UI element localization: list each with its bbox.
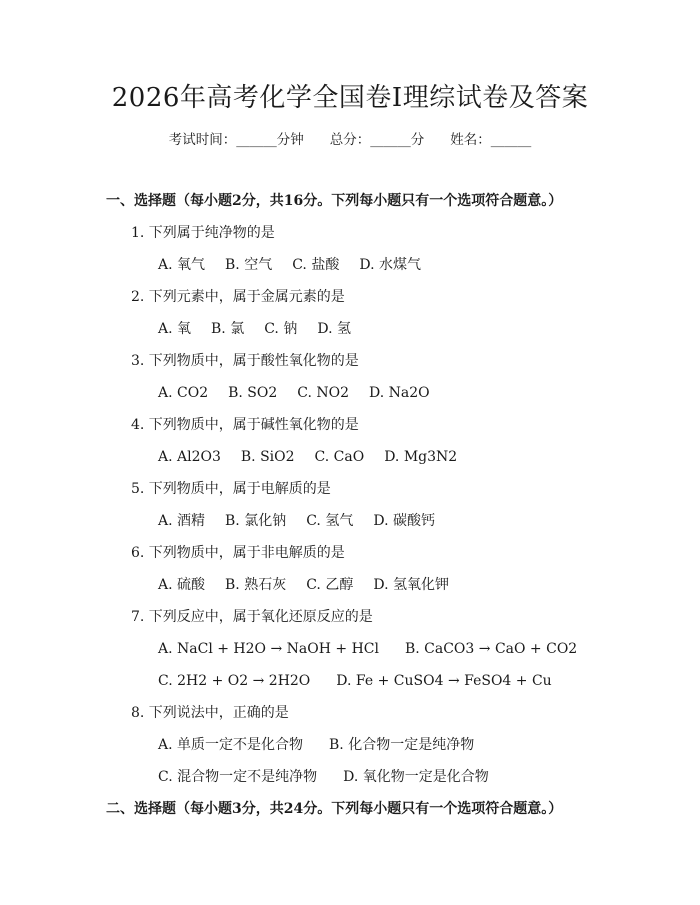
option-c: C. NO2 xyxy=(297,385,350,401)
option-c: C. 钠 xyxy=(264,321,298,337)
question-5-options xyxy=(158,510,435,532)
option-b: B. 氯化钠 xyxy=(225,513,287,529)
option-a: A. 氧气 xyxy=(158,257,206,273)
option-d: D. 水煤气 xyxy=(359,257,421,273)
question-3-stem: 3. 下列物质中，属于酸性氧化物的是 xyxy=(131,353,359,369)
option-b: B. CaCO3 → CaO + CO2 xyxy=(404,641,578,657)
option-c: C. 氢气 xyxy=(306,513,354,529)
question-1-options xyxy=(158,254,421,276)
question-7-stem: 7. 下列反应中，属于氧化还原反应的是 xyxy=(131,609,373,625)
option-a: A. 酒精 xyxy=(158,513,206,529)
option-a: A. 氧 xyxy=(158,321,192,337)
question-1-stem: 1. 下列属于纯净物的是 xyxy=(131,225,275,241)
option-a: A. 硫酸 xyxy=(158,577,206,593)
option-d: D. 氢 xyxy=(317,321,351,337)
question-6-options xyxy=(158,574,449,596)
option-b: B. 化合物一定是纯净物 xyxy=(329,737,475,753)
option-c: C. 2H2 + O2 → 2H2O xyxy=(158,673,311,689)
question-7-options-row-2 xyxy=(158,670,578,692)
question-6-stem: 6. 下列物质中，属于非电解质的是 xyxy=(131,545,345,561)
option-a: A. Al2O3 xyxy=(158,449,221,465)
question-5-stem: 5. 下列物质中，属于电解质的是 xyxy=(131,481,331,497)
option-a: A. 单质一定不是化合物 xyxy=(158,737,304,753)
option-d: D. 碳酸钙 xyxy=(373,513,435,529)
option-b: B. 空气 xyxy=(225,257,273,273)
question-3-options xyxy=(158,382,430,404)
question-8-options-row-1 xyxy=(158,734,500,756)
question-4-options xyxy=(158,446,457,468)
option-a: A. NaCl + H2O → NaOH + HCl xyxy=(158,641,379,657)
exam-time-field: 考试时间：______分钟 xyxy=(168,132,304,148)
exam-meta xyxy=(0,130,700,150)
question-2-stem: 2. 下列元素中，属于金属元素的是 xyxy=(131,289,345,305)
option-d: D. 氧化物一定是化合物 xyxy=(343,769,489,785)
option-d: D. Na2O xyxy=(369,385,430,401)
question-4-stem: 4. 下列物质中，属于碱性氧化物的是 xyxy=(131,417,359,433)
option-c: C. CaO xyxy=(314,449,365,465)
student-name-field: 姓名：______ xyxy=(450,132,532,148)
question-8-options-row-2 xyxy=(158,766,515,788)
option-b: B. SiO2 xyxy=(240,449,295,465)
option-c: C. 盐酸 xyxy=(292,257,340,273)
total-score-field: 总分：______分 xyxy=(329,132,425,148)
section-two-heading: 二、选择题（每小题3分，共24分。下列每小题只有一个选项符合题意。） xyxy=(106,801,563,817)
option-d: D. Mg3N2 xyxy=(384,449,458,465)
option-c: C. 乙醇 xyxy=(306,577,354,593)
option-d: D. Fe + CuSO4 → FeSO4 + Cu xyxy=(336,673,552,689)
option-b: B. 熟石灰 xyxy=(225,577,287,593)
question-8-stem: 8. 下列说法中，正确的是 xyxy=(131,705,289,721)
section-one-heading: 一、选择题（每小题2分，共16分。下列每小题只有一个选项符合题意。） xyxy=(106,193,563,209)
question-2-options xyxy=(158,318,351,340)
option-b: B. SO2 xyxy=(228,385,278,401)
option-c: C. 混合物一定不是纯净物 xyxy=(158,769,318,785)
option-b: B. 氯 xyxy=(211,321,245,337)
option-d: D. 氢氧化钾 xyxy=(373,577,449,593)
page-title: 2026年高考化学全国卷Ⅰ理综试卷及答案 xyxy=(111,83,589,113)
question-7-options-row-1 xyxy=(158,638,603,660)
option-a: A. CO2 xyxy=(158,385,209,401)
